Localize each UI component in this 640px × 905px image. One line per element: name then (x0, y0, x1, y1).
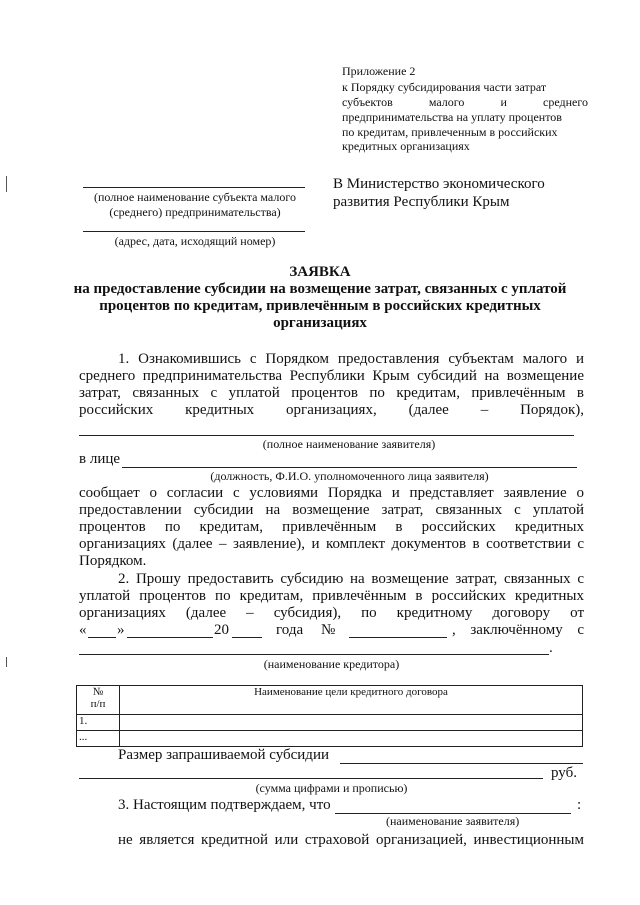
section3-line: не является кредитной или страховой организацией, инвестиционным (118, 832, 584, 848)
person-line[interactable] (122, 467, 577, 468)
section1-line: Порядком. (79, 553, 147, 569)
date-month-field[interactable] (127, 637, 213, 638)
sender-name-caption: (полное наименование субъекта малого (94, 190, 296, 204)
col-num-header: № п/п (77, 686, 120, 715)
year-word: года (276, 622, 304, 638)
section1-line: затрат, связанных с уплатой процентов по кредитам, привлечённым в (79, 385, 584, 401)
year-prefix: 20 (214, 622, 229, 638)
date-year-field[interactable] (232, 637, 262, 638)
recipient-line: развития Республики Крым (333, 194, 510, 210)
subsidy-amount-line[interactable] (340, 763, 583, 764)
creditor-line[interactable] (79, 654, 549, 655)
col-goal-header: Наименование цели кредитного договора (120, 686, 583, 715)
number-sign: № (321, 622, 336, 638)
sender-name-line[interactable] (83, 187, 305, 188)
row-number: ... (77, 731, 120, 747)
subsidy-label: Размер запрашиваемой субсидии (118, 747, 329, 763)
date-day-field[interactable] (88, 637, 116, 638)
document-subtitle: организациях (273, 315, 367, 331)
section1-line: предоставлении субсидии на возмещение затрат, связанных с уплатой (79, 502, 584, 518)
appendix-line: по кредитам, привлеченным в российских (342, 125, 558, 139)
goal-cell[interactable] (120, 715, 583, 731)
in-person-label: в лице (79, 451, 121, 467)
section2-line: организациях (далее – субсидия), по кредитному договору от (79, 605, 584, 621)
section2-line: 2. Прошу предоставить субсидию на возмещение затрат, связанных с (118, 571, 584, 587)
appendix-line: субъектов малого и среднего (342, 95, 588, 109)
recipient-line: В Министерство экономического (333, 176, 545, 192)
contract-number-field[interactable] (349, 637, 447, 638)
document-subtitle: на предоставление субсидии на возмещение затрат, связанных с уплатой (73, 281, 567, 297)
creditor-caption: (наименование кредитора) (263, 657, 400, 671)
section1-line: среднего предпринимательства Республики Крым субсидий на возмещение (79, 368, 584, 384)
document-subtitle: процентов по кредитам, привлечённым в российских кредитных (99, 298, 541, 314)
section3-caption: (наименование заявителя) (386, 814, 520, 828)
appendix-title: Приложение 2 (342, 64, 416, 78)
table-header-row (77, 686, 583, 715)
subsidy-amount-line-2[interactable] (79, 778, 543, 779)
table-row (77, 715, 583, 731)
sender-name-caption: (среднего) предпринимательства) (109, 205, 281, 219)
section1-line: процентов по кредитам, привлечённым в российских кредитных (79, 519, 584, 535)
document-title: ЗАЯВКА (289, 264, 351, 280)
scan-mark-top (6, 176, 7, 192)
sender-address-line[interactable] (83, 231, 305, 232)
section1-line: российских кредитных организациях, (далее – Порядок), (79, 402, 584, 418)
section3-colon: : (577, 797, 582, 813)
section2-line: уплатой процентов по кредитам, привлечённым в российских кредитных (79, 588, 584, 604)
row-number: 1. (77, 715, 120, 731)
concluded-with-label: , заключённому с (452, 622, 584, 638)
date-quote-close: » (117, 622, 125, 638)
goal-cell[interactable] (120, 731, 583, 747)
section3-label: 3. Настоящим подтверждаем, что (118, 797, 331, 813)
sender-address-caption: (адрес, дата, исходящий номер) (114, 234, 276, 248)
scan-mark-bottom (6, 657, 7, 667)
appendix-line: предпринимательства на уплату процентов (342, 110, 562, 124)
subsidy-caption: (сумма цифрами и прописью) (255, 781, 408, 795)
appendix-line: к Порядку субсидирования части затрат (342, 80, 547, 94)
table-row (77, 731, 583, 747)
creditor-line-end: . (549, 640, 553, 656)
section1-line: сообщает о согласии с условиями Порядка и представляет заявление о (79, 485, 584, 501)
currency-label: руб. (551, 765, 577, 781)
section1-line: организациях (далее – заявление), и комплект документов в соответствии с (79, 536, 584, 552)
date-quote-open: « (79, 622, 87, 638)
person-caption: (должность, Ф.И.О. уполномоченного лица заявителя) (210, 469, 489, 483)
credit-goals-table (76, 685, 583, 747)
section1-line: 1. Ознакомившись с Порядком предоставления субъектам малого и (118, 351, 584, 367)
applicant-name-line[interactable] (79, 435, 574, 436)
applicant-name-caption: (полное наименование заявителя) (262, 437, 436, 451)
appendix-line: кредитных организациях (342, 139, 470, 153)
